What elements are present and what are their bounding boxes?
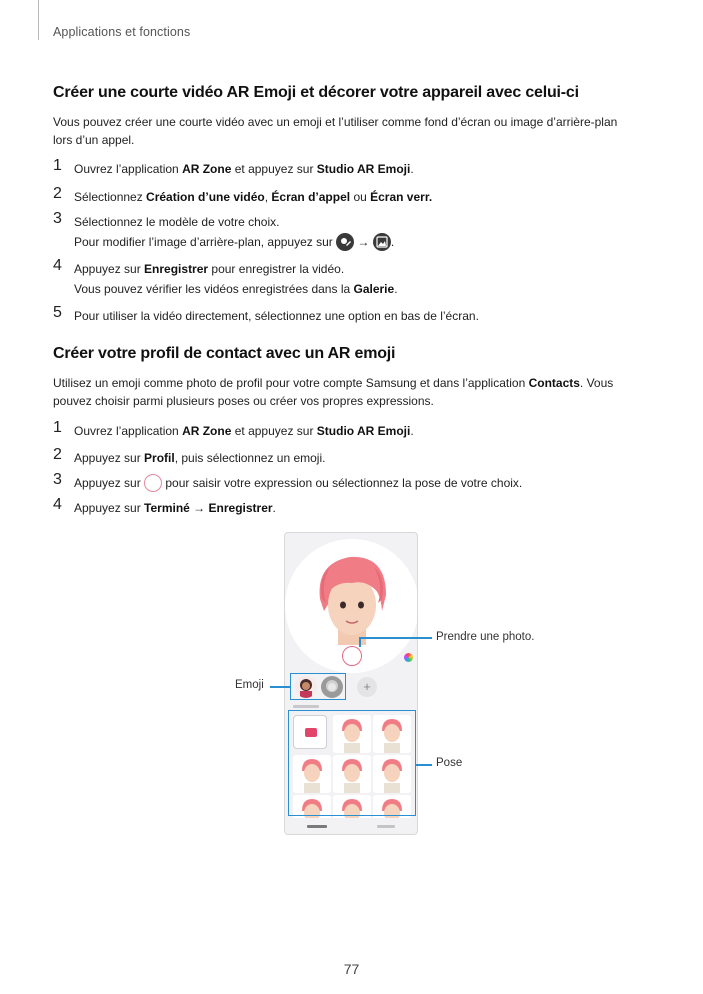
step-text: Ouvrez l’application <box>74 424 183 438</box>
section2-title: Créer votre profil de contact avec un AR emoji <box>53 345 396 362</box>
step-text: pour saisir votre expression ou sélectionnez la pose de votre choix. <box>162 476 523 490</box>
callout-take-photo: Prendre une photo. <box>436 631 535 643</box>
pose-highlight-box <box>288 710 416 816</box>
step-bold: Studio AR Emoji <box>316 424 411 438</box>
step-number: 2 <box>53 185 62 202</box>
step-text: . <box>410 162 414 176</box>
step-number: 1 <box>53 419 62 436</box>
step-text: . <box>410 424 414 438</box>
gallery-icon <box>373 233 391 251</box>
step-bold: Profil <box>144 451 175 465</box>
step-bold: AR Zone <box>182 424 232 438</box>
step-number: 3 <box>53 210 62 227</box>
capture-button[interactable] <box>342 646 362 666</box>
step-text: et appuyez sur <box>231 162 317 176</box>
step-text: Appuyez sur <box>74 476 145 490</box>
step-text: ou <box>350 190 371 204</box>
page-number: 77 <box>343 961 360 977</box>
step-text: , <box>264 190 272 204</box>
step-text: , puis sélectionnez un emoji. <box>174 451 326 465</box>
intro-text: . Vous <box>579 376 614 390</box>
step-bold: Écran d’appel <box>271 190 351 204</box>
step-bold: Galerie <box>353 282 395 296</box>
section2-intro-line2: pouvez choisir parmi plusieurs poses ou créer vos propres expressions. <box>53 394 434 408</box>
ar-emoji-avatar-icon <box>310 549 394 659</box>
add-emoji-button[interactable]: + <box>357 677 377 697</box>
step-bold: Enregistrer <box>208 501 273 515</box>
callout-line-photo <box>360 637 432 639</box>
section1-title: Créer une courte vidéo AR Emoji et décorer votre appareil avec celui-ci <box>53 84 579 101</box>
step-bold: Écran verr. <box>370 190 433 204</box>
page-margin-rule <box>38 0 39 40</box>
color-picker-icon[interactable] <box>404 653 413 662</box>
step-bold: Création d’une vidéo <box>146 190 265 204</box>
step-subtext: . <box>390 235 395 249</box>
step-text: Appuyez sur <box>74 451 145 465</box>
callout-line-pose <box>416 764 432 766</box>
callout-pose: Pose <box>436 757 463 769</box>
edit-background-icon <box>336 233 354 251</box>
step-number: 2 <box>53 446 62 463</box>
intro-bold: Contacts <box>528 376 580 390</box>
step-text: et appuyez sur <box>231 424 317 438</box>
step-number: 3 <box>53 471 62 488</box>
step-number: 4 <box>53 257 62 274</box>
emoji-highlight-box <box>290 673 346 700</box>
step-number: 1 <box>53 157 62 174</box>
step-text: Appuyez sur <box>74 262 145 276</box>
pose-section-label <box>293 705 319 708</box>
step-bold: Studio AR Emoji <box>316 162 411 176</box>
step-bold: AR Zone <box>182 162 232 176</box>
step-text: Appuyez sur <box>74 501 145 515</box>
step-text: Sélectionnez le modèle de votre choix. <box>74 215 280 229</box>
step-text: Ouvrez l’application <box>74 162 183 176</box>
arrow-text: → <box>357 235 370 249</box>
step-number: 4 <box>53 496 62 513</box>
step-text: Sélectionnez <box>74 190 147 204</box>
step-text: . <box>272 501 276 515</box>
step-bold: Enregistrer <box>144 262 209 276</box>
step-subtext: Vous pouvez vérifier les vidéos enregistrées dans la <box>74 282 354 296</box>
bottom-action-bar <box>285 818 418 834</box>
section1-intro-line1: Vous pouvez créer une courte vidéo avec un emoji et l’utiliser comme fond d’écran ou image d’arrière-plan <box>53 115 618 129</box>
shutter-icon <box>144 474 162 492</box>
section1-intro-line2: lors d’un appel. <box>53 133 135 147</box>
step-text: pour enregistrer la vidéo. <box>208 262 345 276</box>
section-header: Applications et fonctions <box>53 25 191 39</box>
cancel-button[interactable] <box>307 825 327 828</box>
step-subtext: Pour modifier l’image d’arrière-plan, appuyez sur <box>74 235 337 249</box>
callout-line-emoji <box>270 686 290 688</box>
step-number: 5 <box>53 304 62 321</box>
callout-line-photo-drop <box>359 637 361 647</box>
callout-emoji: Emoji <box>235 679 264 691</box>
arrow-text: → <box>189 501 209 515</box>
step-text: Pour utiliser la vidéo directement, sélectionnez une option en bas de l’écran. <box>74 309 479 323</box>
section1-intro <box>53 113 653 149</box>
step-subtext: . <box>394 282 398 296</box>
step-bold: Terminé <box>144 501 190 515</box>
section2-intro <box>53 374 653 410</box>
done-button[interactable] <box>377 825 395 828</box>
intro-text: Utilisez un emoji comme photo de profil pour votre compte Samsung et dans l’application <box>53 376 529 390</box>
